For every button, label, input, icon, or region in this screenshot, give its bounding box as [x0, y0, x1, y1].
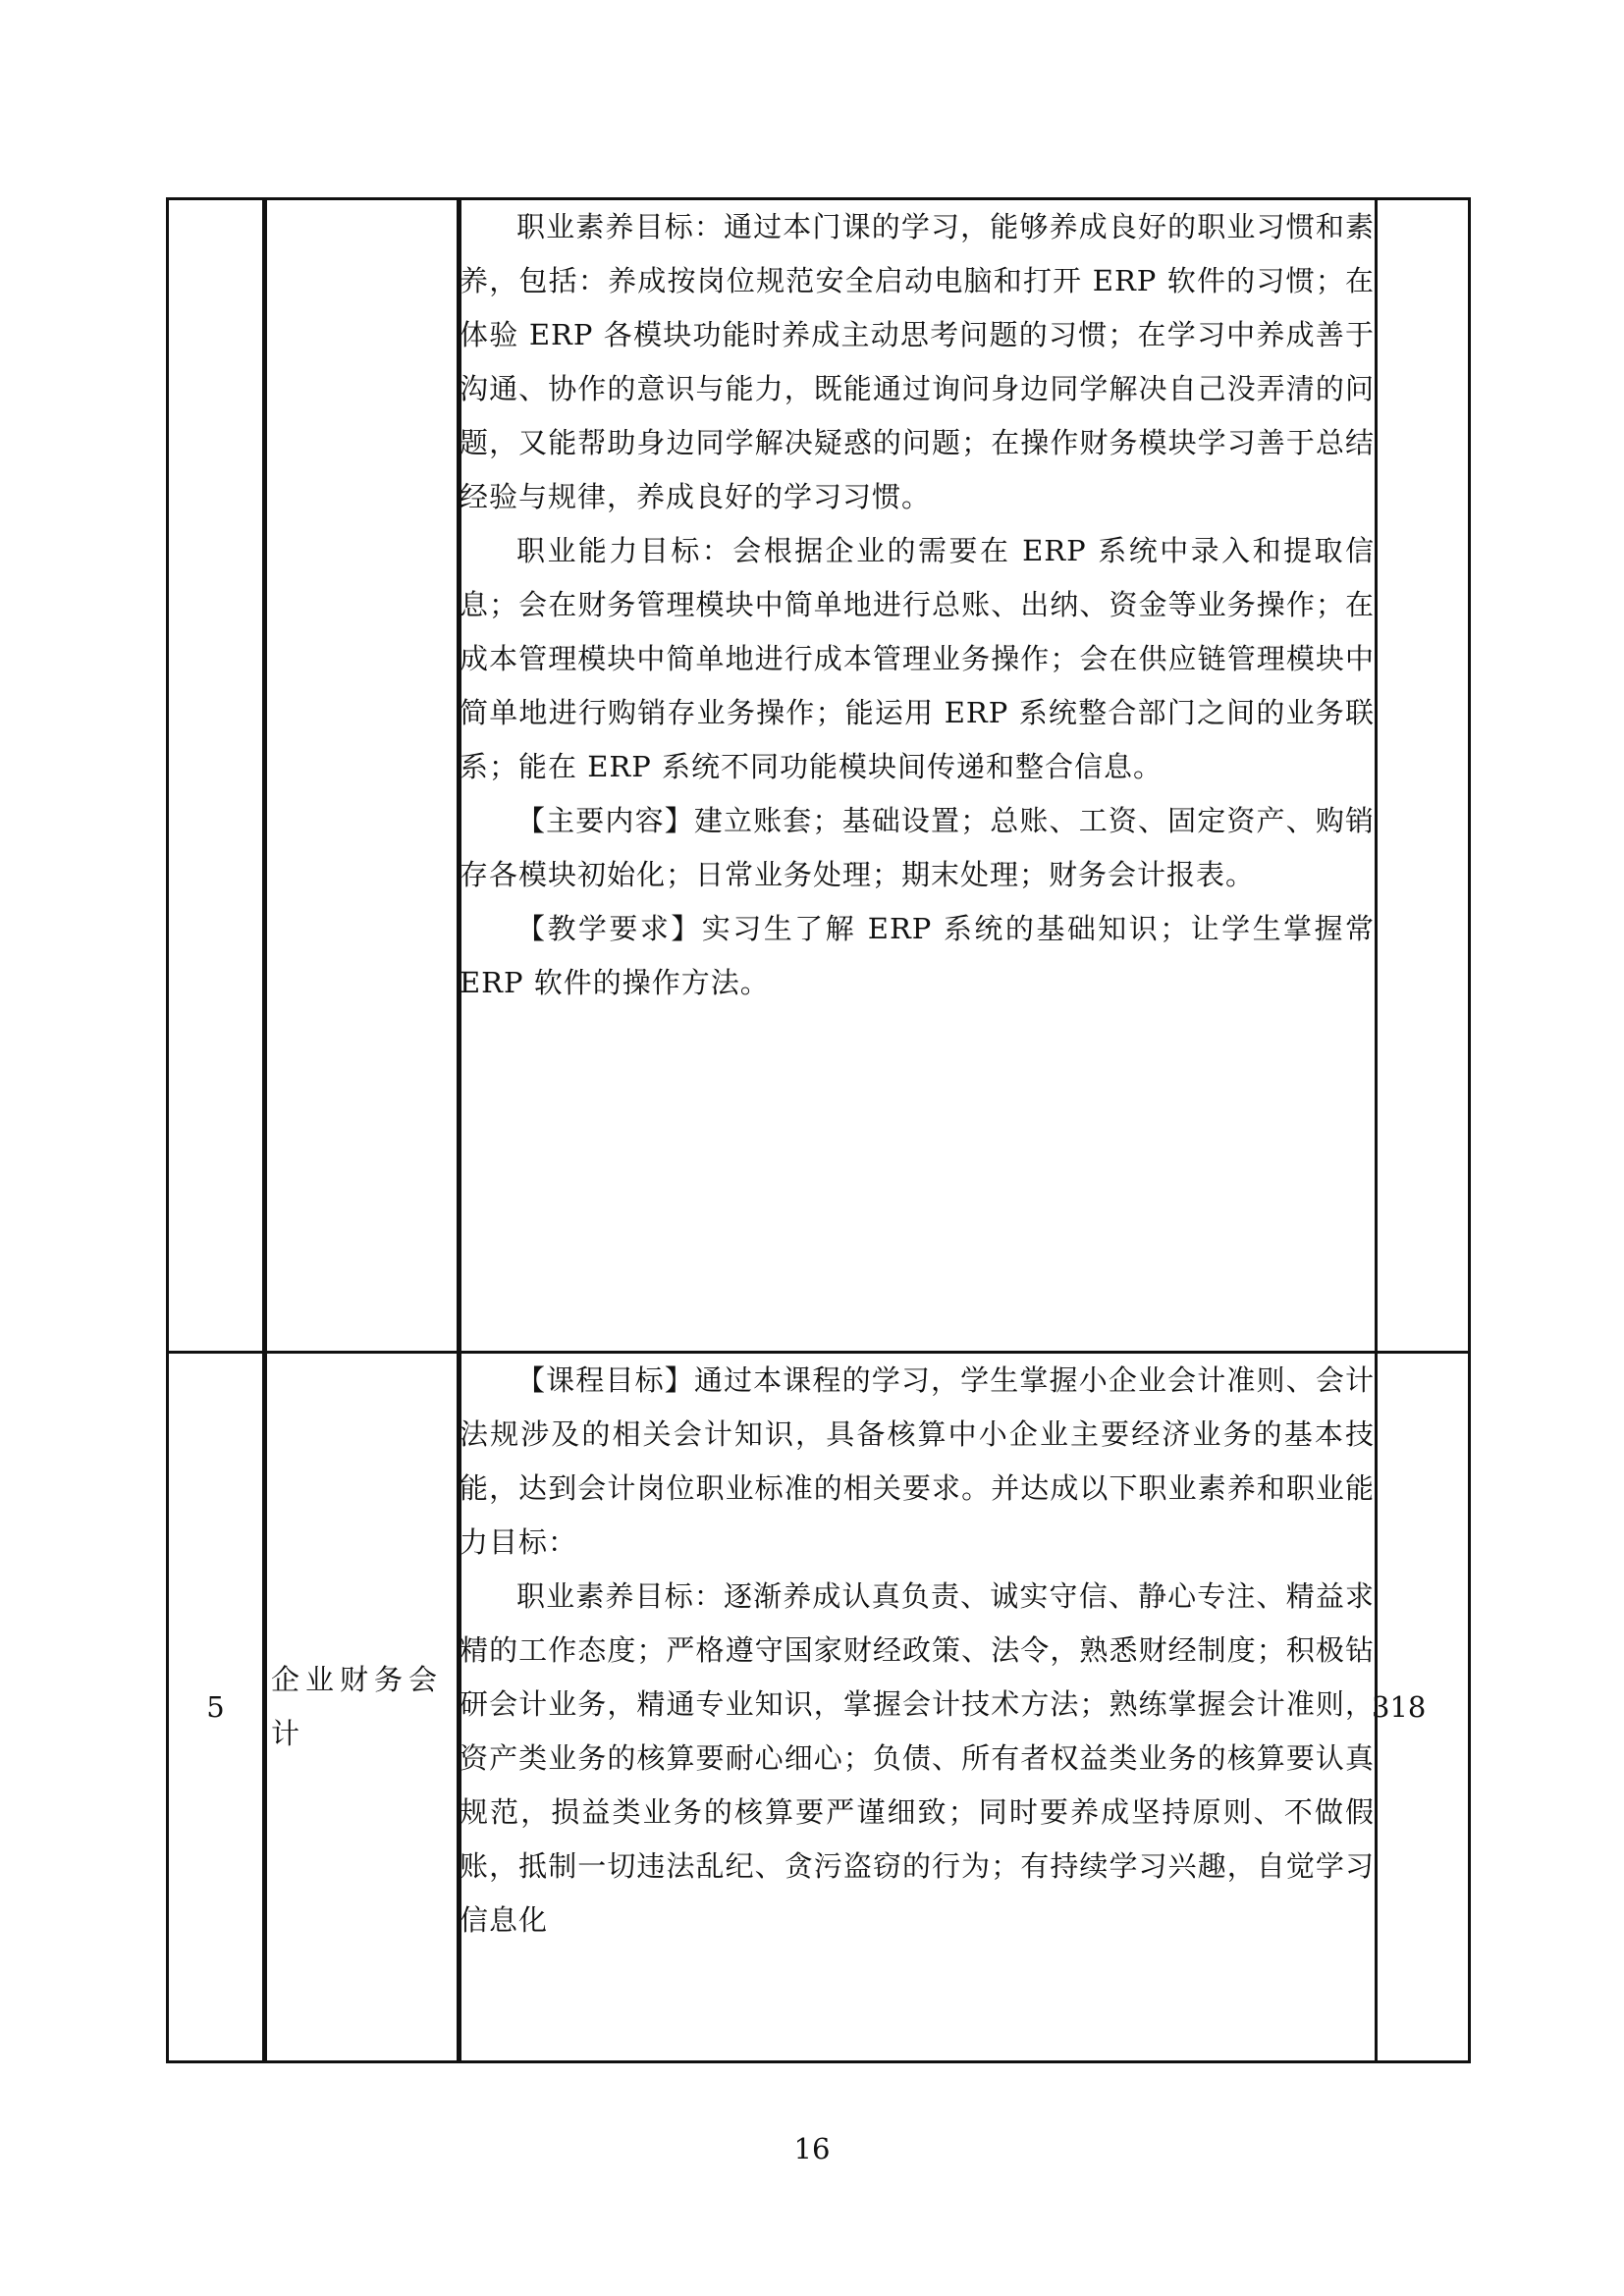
page-number: 16	[793, 2132, 831, 2165]
content-paragraph: 职业能力目标：会根据企业的需要在 ERP 系统中录入和提取信息；会在财务管理模块中简单地进行总账、出纳、资金等业务操作；在成本管理模块中简单地进行成本管理业务操作；会在供应链管理模块中简单地进行购销存业务操作；能运用 ERP 系统整合部门之间的业务联系；能在 ERP 系统不同功能模块间传递和整合信息。	[460, 534, 1375, 783]
seq-cell: 5	[168, 1353, 264, 2062]
course-content-cell	[459, 199, 1377, 1353]
content-paragraph: 职业素养目标：逐渐养成认真负责、诚实守信、静心专注、精益求精的工作态度；严格遵守国家财经政策、法令，熟悉财经制度；积极钻研会计业务，精通专业知识，掌握会计技术方法；熟练掌握会计准则，资产类业务的核算要耐心细心；负债、所有者权益类业务的核算要认真规范，损益类业务的核算要严谨细致；同时要养成坚持原则、不做假账，抵制一切违法乱纪、贪污盗窃的行为；有持续学习兴趣，自觉学习信息化	[460, 1579, 1375, 1937]
content-paragraph: 【主要内容】建立账套；基础设置；总账、工资、固定资产、购销存各模块初始化；日常业务处理；期末处理；财务会计报表。	[460, 804, 1375, 891]
hours-cell	[1372, 1353, 1470, 2062]
hours-value: 318	[1372, 1690, 1427, 1724]
table-row	[168, 1353, 1470, 2062]
seq-cell-empty	[168, 199, 264, 1353]
curriculum-table	[166, 197, 1471, 2063]
content-paragraph: 职业素养目标：通过本门课的学习，能够养成良好的职业习惯和素养，包括：养成按岗位规范安全启动电脑和打开 ERP 软件的习惯；在体验 ERP 各模块功能时养成主动思考问题的习惯；在学习中养成善于沟通、协作的意识与能力，既能通过询问身边同学解决自己没弄清的问题，又能帮助身边同学解决疑惑的问题；在操作财务模块学习善于总结经验与规律，养成良好的学习习惯。	[460, 210, 1375, 513]
content-paragraph: 【课程目标】通过本课程的学习，学生掌握小企业会计准则、会计法规涉及的相关会计知识，具备核算中小企业主要经济业务的基本技能，达到会计岗位职业标准的相关要求。并达成以下职业素养和职业能力目标：	[460, 1363, 1375, 1559]
course-name-cell-empty	[264, 199, 459, 1353]
content-paragraph: 【教学要求】实习生了解 ERP 系统的基础知识；让学生掌握常 ERP 软件的操作方法。	[460, 912, 1375, 999]
course-name-cell: 企业财务会计	[264, 1353, 459, 2062]
hours-cell-empty	[1377, 199, 1470, 1353]
course-content-cell	[459, 1353, 1377, 2062]
table-row	[168, 199, 1470, 1353]
